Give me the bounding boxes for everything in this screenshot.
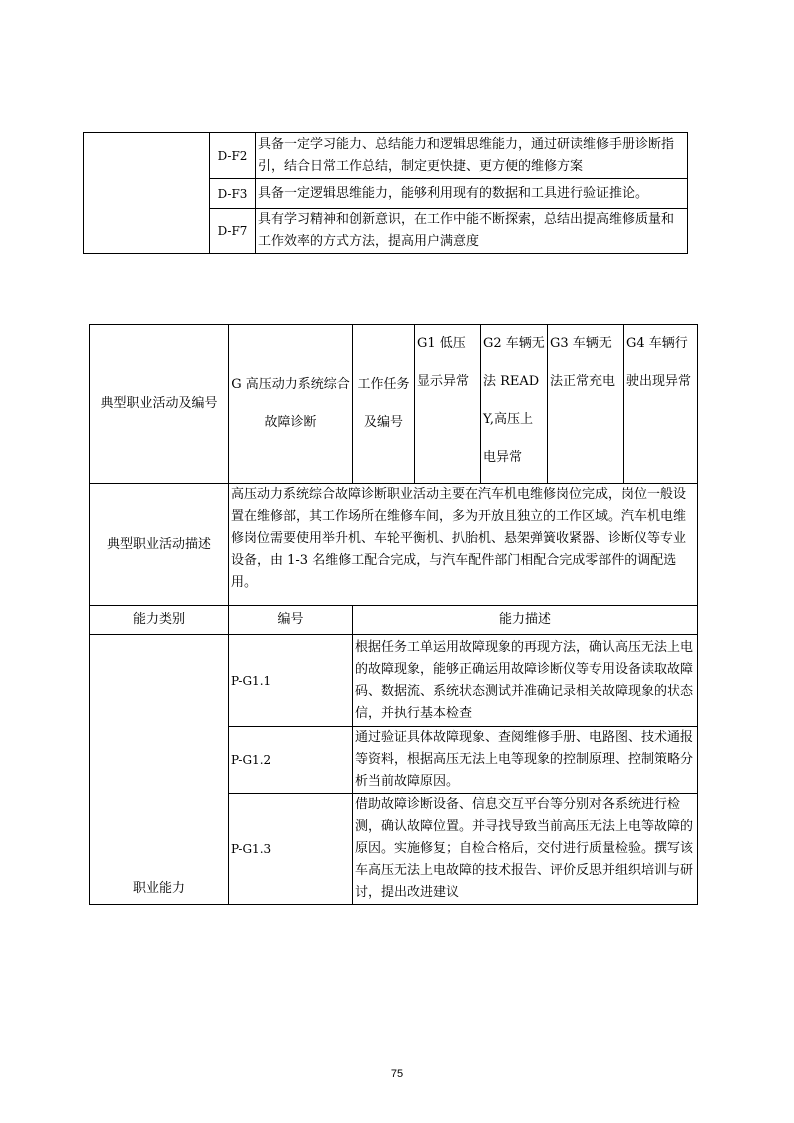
activity-name-cell: G 高压动力系统综合故障诊断 [229, 325, 353, 484]
description-cell: 具有学习精神和创新意识，在工作中能不断探索，总结出提高维修质量和工作效率的方式方法，提高用户满意度 [256, 209, 688, 254]
description-cell: 具备一定学习能力、总结能力和逻辑思维能力，通过研读维修手册诊断指引，结合日常工作总结，制定更快捷、更方便的维修方案 [256, 133, 688, 179]
task-cell-g2: G2 车辆无法 READY,高压上电异常 [481, 325, 548, 484]
description-text-cell: 高压动力系统综合故障诊断职业活动主要在汽车机电维修岗位完成，岗位一般设置在维修部，其工作场所在维修车间，多为开放且独立的工作区域。汽车机电维修岗位需要使用举升机、车轮平衡机、扒胎机、悬架弹簧收紧器、诊断仪等专业设备，由 1-3 名维修工配合完成，与汽车配件部门相配合完成零部件的调配选用。 [229, 484, 698, 606]
task-cell-g3: G3 车辆无法正常充电 [548, 325, 624, 484]
code-cell: D-F2 [210, 133, 256, 179]
task-cell-g4: G4 车辆行驶出现异常 [624, 325, 698, 484]
activity-label-cell: 典型职业活动及编号 [90, 325, 229, 484]
ability-code-header: 编号 [229, 606, 353, 635]
ability-text-cell: 根据任务工单运用故障现象的再现方法，确认高压无法上电的故障现象，能够正确运用故障诊断仪等专用设备读取故障码、数据流、系统状态测试并准确记录相关故障现象的状态信，并执行基本检查 [353, 635, 698, 727]
ability-desc-header: 能力描述 [353, 606, 698, 635]
occupational-activity-table [89, 324, 698, 905]
task-cell-g1: G1 低压显示异常 [415, 325, 481, 484]
description-cell: 具备一定逻辑思维能力，能够利用现有的数据和工具进行验证推论。 [256, 179, 688, 209]
code-cell: D-F3 [210, 179, 256, 209]
code-cell: D-F7 [210, 209, 256, 254]
ability-text-cell: 借助故障诊断设备、信息交互平台等分别对各系统进行检测，确认故障位置。并寻找导致当前高压无法上电等故障的原因。实施修复；自检合格后，交付进行质量检验。撰写该车高压无法上电故障的技术报告、评价反思并组织培训与研讨，提出改进建议 [353, 794, 698, 905]
ability-code-cell: P-G1.1 [229, 635, 353, 727]
page-number: 75 [390, 1068, 404, 1080]
ability-category-cell: 职业能力 [90, 635, 229, 905]
ability-code-cell: P-G1.3 [229, 794, 353, 905]
ability-text-cell: 通过验证具体故障现象、查阅维修手册、电路图、技术通报等资料，根据高压无法上电等现象的控制原理、控制策略分析当前故障原因。 [353, 727, 698, 794]
empty-category-cell [84, 133, 210, 254]
ability-category-header: 能力类别 [90, 606, 229, 635]
task-label-cell: 工作任务及编号 [353, 325, 415, 484]
competency-table-continued [83, 132, 688, 254]
description-label-cell: 典型职业活动描述 [90, 484, 229, 606]
ability-code-cell: P-G1.2 [229, 727, 353, 794]
